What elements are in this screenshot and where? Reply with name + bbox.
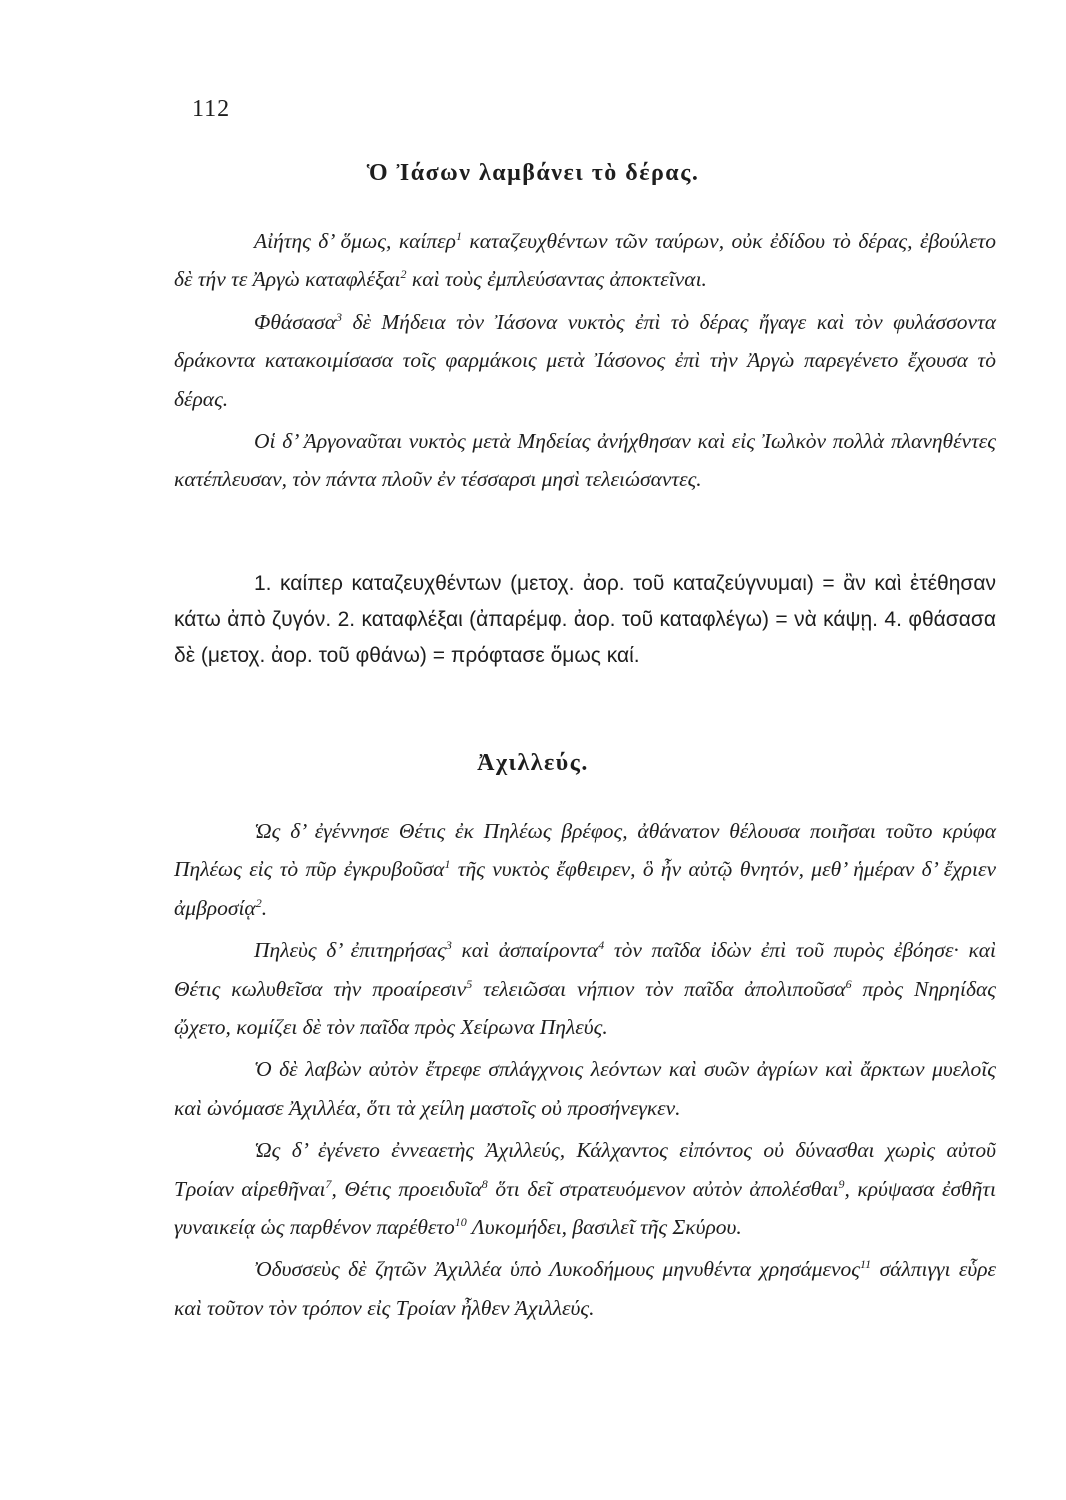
paragraph: Αἰήτης δ’ ὅμως, καίπερ$^1$ καταζευχθέντων τῶν ταύρων, οὐκ ἐδίδου τὸ δέρας, ἐβούλετο δὲ τήν τε Ἀργὼ καταφλέξαι$^2$ καὶ τοὺς ἐμπλεύσαντας ἀποκτεῖναι. — [174, 228, 997, 292]
section-title-jason: Ὁ Ἰάσων λαμβάνει τὸ δέρας. — [366, 160, 700, 186]
paragraph: Ὡς δ’ ἐγέννησε Θέτις ἐκ Πηλέως βρέφος, ἀθάνατον θέλουσα ποιῆσαι τοῦτο κρύφα Πηλέως εἰς τὸ πῦρ ἐγκρυβοῦσα$^1$ τῆς νυκτὸς ἔφθειρεν, ὃ ἦν αὐτῷ θνητόν, μεθ’ ἡμέραν δ’ ἔχριεν ἀμβροσίᾳ$^2$. — [174, 819, 996, 920]
paragraph: Πηλεὺς δ’ ἐπιτηρήσας$^3$ καὶ ἀσπαίροντα$^4$ τὸν παῖδα ἰδὼν ἐπὶ τοῦ πυρὸς ἐβόησε· καὶ Θέτις κωλυθεῖσα τὴν προαίρεσιν$^5$ τελειῶσαι νήπιον τὸν παῖδα ἀπολιποῦσα$^6$ πρὸς Νηρηίδας ᾤχετο, κομίζει δὲ τὸν παῖδα πρὸς Χείρωνα Πηλεύς. — [174, 938, 997, 1040]
section-achilles-text — [174, 812, 996, 1327]
paragraph: Οἱ δ’ Ἀργοναῦται νυκτὸς μετὰ Μηδείας ἀνήχθησαν καὶ εἰς Ἰωλκὸν πολλὰ πλανηθέντες κατέπλευσαν, τὸν πάντα πλοῦν ἐν τέσσαρσι μησὶ τελειώσαντες. — [174, 429, 996, 492]
section-title-achilles: Ἀχιλλεύς. — [477, 750, 589, 776]
paragraph: Ὀδυσσεὺς δὲ ζητῶν Ἀχιλλέα ὑπὸ Λυκοδήμους μηνυθέντα χρησάμενος$^{11}$ σάλπιγγι εὗρε καὶ τοῦτον τὸν τρόπον εἰς Τροίαν ἦλθεν Ἀχιλλεύς. — [174, 1257, 996, 1320]
footnotes-text: 1. καίπερ καταζευχθέντων (μετοχ. ἀορ. τοῦ καταζεύγνυμαι) = ἂν καὶ ἐτέθησαν κάτω ἀπὸ ζυγόν. 2. καταφλέξαι (ἀπαρέμφ. ἀορ. τοῦ καταφλέγω) = νὰ κάψῃ. 4. φθάσασα δὲ (μετοχ. ἀορ. τοῦ φθάνω) = πρόφτασε ὅμως καί. — [174, 572, 996, 667]
footnotes — [174, 566, 996, 674]
paragraph: Ὡς δ’ ἐγένετο ἐννεαετὴς Ἀχιλλεύς, Κάλχαντος εἰπόντος οὐ δύνασθαι χωρὶς αὐτοῦ Τροίαν αἱρεθῆναι$^7$, Θέτις προειδυῖα$^8$ ὅτι δεῖ στρατευόμενον αὐτὸν ἀπολέσθαι$^9$, κρύψασα ἐσθῆτι γυναικείᾳ ὡς παρθένον παρέθετο$^{10}$ Λυκομήδει, βασιλεῖ τῆς Σκύρου. — [174, 1138, 996, 1240]
paragraph: Ὁ δὲ λαβὼν αὐτὸν ἔτρεφε σπλάγχνοις λεόντων καὶ συῶν ἀγρίων καὶ ἄρκτων μυελοῖς καὶ ὠνόμασε Ἀχιλλέα, ὅτι τὰ χείλη μαστοῖς οὐ προσήνεγκεν. — [174, 1057, 996, 1120]
page-number: 112 — [192, 96, 231, 122]
section-jason-text — [174, 222, 996, 499]
paragraph: Φθάσασα$^3$ δὲ Μήδεια τὸν Ἰάσονα νυκτὸς ἐπὶ τὸ δέρας ἤγαγε καὶ τὸν φυλάσσοντα δράκοντα κατακοιμίσασα τοῖς φαρμάκοις μετὰ Ἰάσονος ἐπὶ τὴν Ἀργὼ παρεγένετο ἔχουσα τὸ δέρας. — [174, 309, 996, 411]
